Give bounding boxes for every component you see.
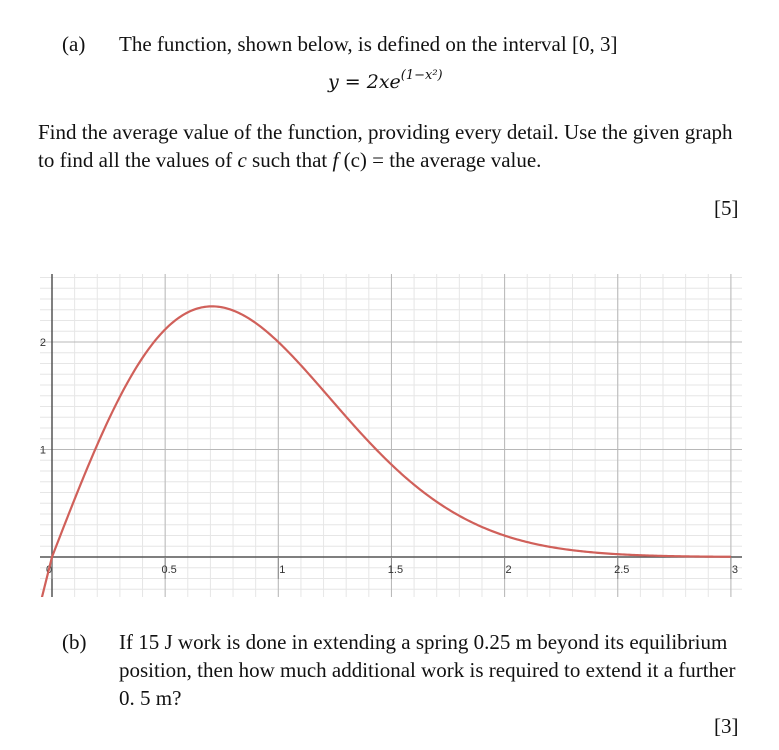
part-a-label: (a) bbox=[62, 32, 86, 56]
function-curve bbox=[41, 306, 731, 597]
y-tick-label: 1 bbox=[39, 444, 46, 457]
question-line-1: Find the average value of the function, providing every detail. Use the given graph bbox=[38, 120, 733, 144]
question-line-2-start: to find all the values of bbox=[38, 148, 238, 172]
x-tick-label: 0 bbox=[46, 564, 53, 576]
x-tick-label: 3 bbox=[731, 564, 738, 576]
part-b-label: (b) bbox=[62, 630, 87, 654]
function-f: f bbox=[332, 148, 339, 172]
part-b-marks: [3] bbox=[714, 714, 739, 738]
x-tick-label: 1.5 bbox=[387, 564, 404, 576]
x-tick-label: 2 bbox=[505, 564, 512, 576]
part-a-marks: [5] bbox=[714, 196, 739, 220]
x-tick-label: 1 bbox=[279, 564, 286, 576]
y-tick-label: 2 bbox=[39, 337, 46, 349]
tick-labels bbox=[40, 337, 738, 579]
part-b-line-2: position, then how much additional work is required to extend it a further bbox=[119, 658, 736, 682]
question-line-2-end: (c) = the average value. bbox=[338, 148, 542, 172]
x-tick-label: 2.5 bbox=[614, 564, 630, 576]
question-line-2 bbox=[38, 146, 541, 174]
function-graph bbox=[0, 262, 779, 597]
question-line-2-mid: such that bbox=[246, 148, 333, 172]
function-equation bbox=[328, 68, 443, 93]
part-a-intro: The function, shown below, is defined on the interval [0, 3] bbox=[119, 32, 618, 56]
equation-base: y = 2xe bbox=[328, 71, 401, 93]
variable-c: c bbox=[237, 148, 247, 172]
x-tick-label: 0.5 bbox=[161, 564, 177, 576]
part-b-line-1: If 15 J work is done in extending a spring 0.25 m beyond its equilibrium bbox=[119, 630, 728, 654]
major-gridlines bbox=[40, 274, 742, 597]
equation-exponent: (1−x²) bbox=[400, 68, 443, 83]
part-b-line-3: 0. 5 m? bbox=[119, 686, 182, 710]
